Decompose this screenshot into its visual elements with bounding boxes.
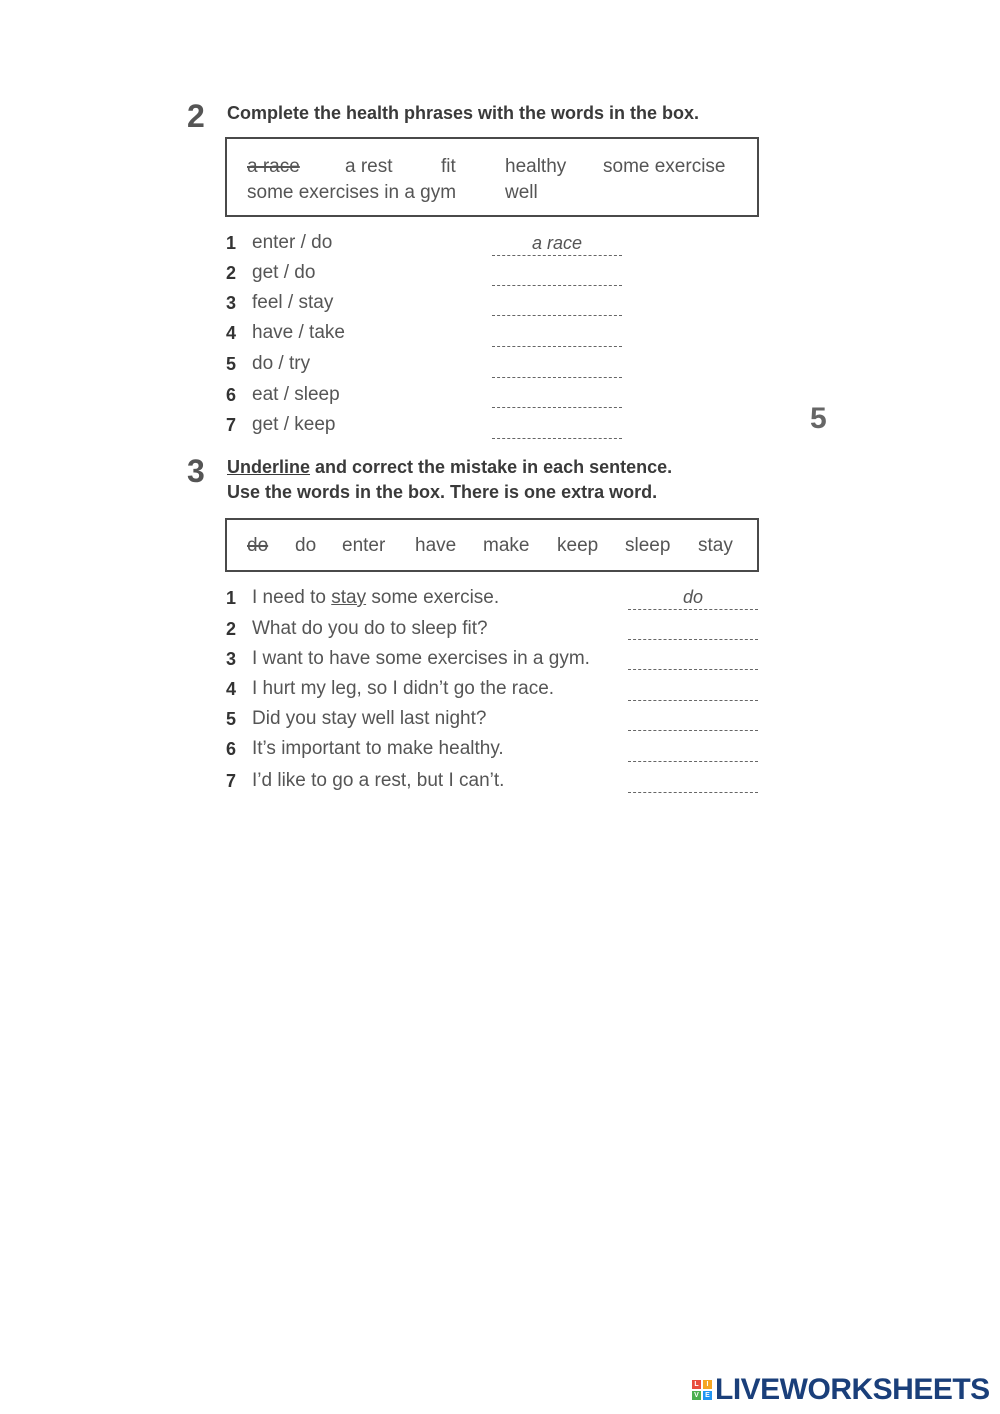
answer-blank[interactable] [628, 647, 758, 670]
box-word: well [505, 182, 538, 203]
box-word: fit [441, 156, 456, 177]
exercise-3-number: 3 [187, 453, 205, 489]
box-word: healthy [505, 156, 567, 177]
answer-blank[interactable] [492, 233, 622, 256]
logo-text: LIVEWORKSHEETS [715, 1373, 990, 1406]
answer-blank[interactable] [492, 293, 622, 316]
item-sentence: Did you stay well last night? [252, 708, 487, 729]
item-number: 7 [226, 415, 237, 435]
answer-text: do [682, 587, 704, 607]
exercise-2-number: 2 [187, 98, 205, 134]
box-word: sleep [625, 535, 671, 556]
answer-blank[interactable] [492, 263, 622, 286]
item-number: 6 [226, 385, 237, 405]
answer-blank[interactable] [628, 739, 758, 762]
item-prompt: have / take [252, 322, 345, 343]
sentence-part: some exercise. [366, 587, 500, 608]
answer-blank[interactable] [492, 355, 622, 378]
logo-icon [692, 1380, 712, 1400]
sentence-part: I need to [252, 587, 332, 608]
exercise-2-word-box [225, 137, 759, 217]
item-number: 5 [226, 709, 237, 729]
instruction-underlined: Underline [227, 457, 311, 477]
answer-blank[interactable] [628, 678, 758, 701]
answer-blank[interactable] [492, 416, 622, 439]
item-prompt: do / try [252, 353, 311, 374]
box-word: stay [698, 535, 733, 556]
answer-blank[interactable] [492, 324, 622, 347]
answer-blank[interactable] [628, 770, 758, 793]
item-number: 2 [226, 619, 237, 639]
box-word: keep [557, 535, 599, 556]
item-sentence: What do you do to sleep fit? [252, 618, 488, 639]
item-number: 7 [226, 771, 237, 791]
item-prompt: enter / do [252, 232, 333, 253]
box-word: some exercises in a gym [247, 182, 457, 203]
item-number: 5 [226, 354, 237, 374]
item-number: 1 [226, 233, 237, 253]
answer-blank[interactable] [628, 617, 758, 640]
item-prompt: eat / sleep [252, 384, 340, 405]
item-number: 4 [226, 323, 237, 343]
box-word: enter [342, 535, 386, 556]
answer-blank[interactable] [628, 708, 758, 731]
box-word-struck: a race [247, 156, 300, 177]
answer-text: a race [531, 233, 583, 253]
item-sentence: I’d like to go a rest, but I can’t. [252, 770, 505, 791]
logo-icon-letter: E [703, 1391, 712, 1400]
box-word: a rest [345, 156, 393, 177]
item-number: 6 [226, 739, 237, 759]
item-prompt: feel / stay [252, 292, 334, 313]
item-number: 3 [226, 293, 237, 313]
side-score: 5 [810, 402, 827, 435]
underlined-mistake: stay [331, 587, 367, 608]
item-number: 1 [226, 588, 237, 608]
logo-icon-letter: L [692, 1380, 701, 1389]
instruction-text: and correct the mistake in each sentence. [310, 457, 673, 477]
logo-icon-letter: I [703, 1380, 712, 1389]
liveworksheets-logo[interactable] [692, 1373, 990, 1407]
box-word: make [483, 535, 530, 556]
exercise-3-instruction [227, 455, 672, 505]
item-prompt: get / do [252, 262, 316, 283]
item-number: 3 [226, 649, 237, 669]
item-sentence [252, 587, 499, 609]
item-sentence: It’s important to make healthy. [252, 738, 504, 759]
box-word: some exercise [603, 156, 726, 177]
box-word: have [415, 535, 457, 556]
item-number: 4 [226, 679, 237, 699]
box-word-struck: do [247, 535, 269, 556]
item-number: 2 [226, 263, 237, 283]
item-sentence: I want to have some exercises in a gym. [252, 648, 590, 669]
logo-icon-letter: V [692, 1391, 701, 1400]
box-word: do [295, 535, 317, 556]
item-prompt: get / keep [252, 414, 336, 435]
exercise-2-instruction: Complete the health phrases with the words in the box. [227, 103, 700, 123]
item-sentence: I hurt my leg, so I didn’t go the race. [252, 678, 555, 699]
answer-blank[interactable] [492, 385, 622, 408]
answer-blank[interactable] [628, 587, 758, 610]
exercise-3-word-box [225, 518, 759, 572]
instruction-line-2: Use the words in the box. There is one extra word. [227, 482, 658, 502]
